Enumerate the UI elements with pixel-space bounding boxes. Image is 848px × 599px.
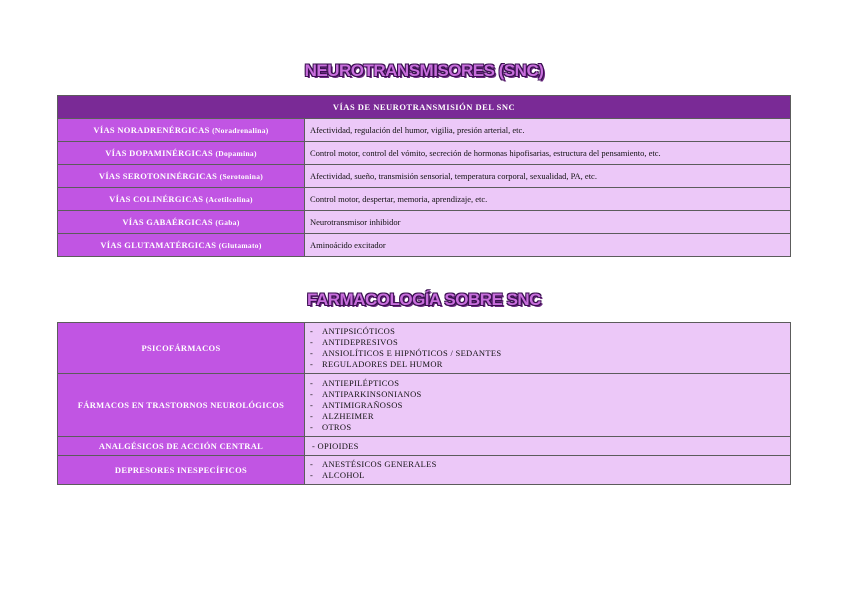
pathway-name: VÍAS COLINÉRGICAS: [109, 194, 204, 204]
list-item: - ANESTÉSICOS GENERALES: [310, 459, 785, 470]
pathway-description: Afectividad, sueño, transmisión sensorial, temperatura corporal, sexualidad, PA, etc.: [305, 165, 791, 188]
table-row: [58, 374, 791, 437]
pathway-name: VÍAS GABAÉRGICAS: [122, 217, 213, 227]
pathway-description: Neurotransmisor inhibidor: [305, 211, 791, 234]
pathway-name: VÍAS DOPAMINÉRGICAS: [105, 148, 213, 158]
table-row: [58, 234, 791, 257]
pathway-description: Control motor, despertar, memoria, aprendizaje, etc.: [305, 188, 791, 211]
pathway-neurotransmitter: (Acetilcolina): [205, 195, 253, 204]
pathway-neurotransmitter: (Dopamina): [215, 149, 257, 158]
table-header-row: [58, 96, 791, 119]
drug-category: DEPRESORES INESPECÍFICOS: [58, 456, 305, 485]
table-row: [58, 188, 791, 211]
pathway-name: VÍAS SEROTONINÉRGICAS: [98, 171, 218, 181]
neurotransmisores-title: NEUROTRANSMISORES (SNC): [304, 61, 544, 80]
pathway-label: [58, 119, 305, 142]
table-row: [58, 165, 791, 188]
list-item: - ANSIOLÍTICOS E HIPNÓTICOS / SEDANTES: [310, 348, 785, 359]
pharmacology-table: [57, 322, 791, 485]
drug-category: ANALGÉSICOS DE ACCIÓN CENTRAL: [58, 437, 305, 456]
pathway-neurotransmitter: (Noradrenalina): [212, 126, 269, 135]
list-item: - REGULADORES DEL HUMOR: [310, 359, 785, 370]
list-item: - ALZHEIMER: [310, 411, 785, 422]
drug-list: [305, 374, 791, 437]
list-item: - OTROS: [310, 422, 785, 433]
pathway-description: Aminoácido excitador: [305, 234, 791, 257]
table-header: VÍAS DE NEUROTRANSMISIÓN DEL SNC: [58, 96, 791, 119]
pathway-label: [58, 142, 305, 165]
pathway-label: [58, 188, 305, 211]
list-item: - ANTIPSICÓTICOS: [310, 326, 785, 337]
table-row: [58, 119, 791, 142]
farmacologia-title: FARMACOLOGÍA SOBRE SNC: [307, 290, 541, 309]
pathway-description: Afectividad, regulación del humor, vigilia, presión arterial, etc.: [305, 119, 791, 142]
table-row: [58, 456, 791, 485]
table-row: [58, 323, 791, 374]
list-item: - ANTIMIGRAÑOSOS: [310, 400, 785, 411]
table-row: [58, 437, 791, 456]
drug-list: [305, 437, 791, 456]
list-item: - ANTIEPILÉPTICOS: [310, 378, 785, 389]
drug-list: [305, 456, 791, 485]
pathway-neurotransmitter: (Glutamato): [218, 241, 262, 250]
drug-category: PSICOFÁRMACOS: [58, 323, 305, 374]
list-item: - ALCOHOL: [310, 470, 785, 481]
list-item: - OPIOIDES: [312, 440, 359, 451]
pathway-name: VÍAS GLUTAMATÉRGICAS: [100, 240, 217, 250]
pathway-label: [58, 211, 305, 234]
pathway-name: VÍAS NORADRENÉRGICAS: [93, 125, 210, 135]
list-item: - ANTIPARKINSONIANOS: [310, 389, 785, 400]
list-item: - ANTIDEPRESIVOS: [310, 337, 785, 348]
pathway-neurotransmitter: (Gaba): [215, 218, 240, 227]
pathway-label: [58, 165, 305, 188]
pathway-label: [58, 234, 305, 257]
pathway-neurotransmitter: (Serotonina): [219, 172, 264, 181]
table-row: [58, 211, 791, 234]
pathway-description: Control motor, control del vómito, secreción de hormonas hipofisarias, estructura del pensamiento, etc.: [305, 142, 791, 165]
neurotransmission-table: [57, 95, 791, 257]
table-row: [58, 142, 791, 165]
drug-list: [305, 323, 791, 374]
drug-category: FÁRMACOS EN TRASTORNOS NEUROLÓGICOS: [58, 374, 305, 437]
